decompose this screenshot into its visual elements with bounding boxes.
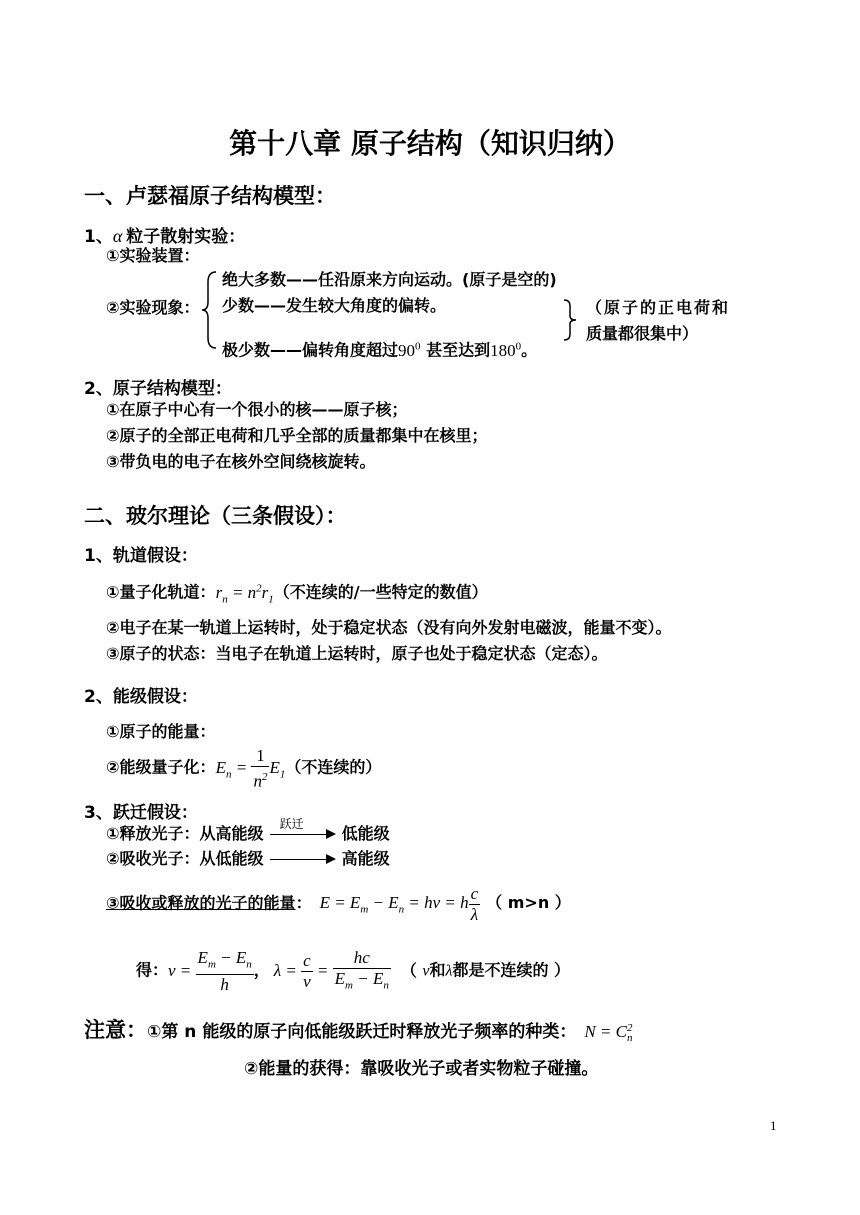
photon-energy-colon: ： (295, 893, 312, 913)
notes-label: 注意： (84, 1018, 147, 1042)
energy-heading: 2、能级假设： (84, 687, 198, 707)
derived-note-pre: （ (400, 960, 423, 980)
absorb-target: 高能级 (341, 849, 390, 868)
derived-note-post: 都是不连续的 ） (452, 960, 571, 980)
experiment-device: ①实验装置： (106, 246, 200, 265)
deg-90: 90 (398, 340, 416, 360)
note-1-line (84, 1014, 633, 1044)
model-item-1: ①在原子中心有一个很小的核——原子核； (106, 400, 408, 419)
emit-target: 低能级 (341, 824, 390, 843)
energy-item-2 (106, 746, 381, 792)
absorb-line (106, 849, 390, 869)
deg-90-sup: 0 (415, 340, 421, 352)
model-item-3: ③带负电的电子在核外空间绕核旋转。 (106, 452, 376, 471)
phenomenon-majority: 绝大多数——任沿原来方向运动。(原子是空的) (222, 270, 557, 289)
phenomenon-rare-end: 。 (521, 340, 538, 360)
page-title: 第十八章 原子结构（知识归纳） (229, 127, 631, 160)
photon-energy-label: ③吸收或释放的光子的能量 (106, 893, 296, 913)
page-number: 1 (770, 1118, 777, 1133)
energy-item-2-label: ②能级量子化： (106, 757, 216, 777)
transition-heading: 3、跃迁假设： (84, 803, 198, 823)
orbit-item-2: ②电子在某一轨道上运转时，处于稳定状态（没有向外发射电磁波，能量不变）。 (106, 618, 672, 637)
left-brace (200, 270, 220, 350)
photon-energy-condition: （ m>n ） (486, 893, 571, 913)
s1-p2-heading: 2、原子结构模型： (84, 379, 232, 399)
phenomenon-rare (222, 336, 537, 361)
emit-line (106, 816, 390, 844)
derived-note-mid: 和 (429, 960, 446, 980)
alpha-symbol: α (112, 226, 123, 246)
s1-p1-num: 1、 (84, 227, 113, 247)
derived-line (136, 948, 570, 995)
section-2-heading: 二、玻尔理论（三条假设）： (84, 504, 347, 528)
orbit-item-1-label: ①量子化轨道： (106, 582, 216, 602)
photon-energy-formula: $E = E_m - E_n = h\nu = h$ $\frac{c}{\lambda}$ (319, 884, 479, 924)
energy-formula: $E_n$ = $\frac{1}{n^2}$ $E_1$ (215, 746, 286, 791)
energy-frac-num: 1 (251, 746, 269, 767)
orbit-item-1 (106, 578, 488, 609)
note-line-2: 质量都很集中） (586, 324, 699, 343)
deg-180: 180 (490, 340, 516, 360)
absorb-label: ②吸收光子：从低能级 (106, 849, 264, 868)
note-1: ①第 n 能级的原子向低能级跃迁时释放光子频率的种类： (147, 1022, 577, 1042)
photon-energy-line (106, 884, 571, 925)
deg-180-sup: 0 (515, 340, 522, 352)
combination-formula: N = C 2 n (584, 1022, 633, 1045)
orbit-formula: $r_n = n^2r_1$ (215, 582, 274, 606)
right-brace (562, 298, 578, 342)
orbit-item-3: ③原子的状态：当电子在轨道上运转时，原子也处于稳定状态（定态）。 (106, 644, 608, 663)
orbit-heading: 1、轨道假设： (84, 546, 198, 566)
derived-label: 得： (136, 960, 169, 980)
emit-label: ①释放光子：从高能级 (106, 824, 264, 843)
nu-symbol: ν (422, 962, 430, 980)
s1-p1-label: 粒子散射实验： (126, 227, 246, 247)
phenomenon-minority: 少数——发生较大角度的偏转。 (222, 296, 447, 315)
s1-p1-heading (84, 222, 245, 247)
orbit-item-1-note: （不连续的/一些特定的数值） (273, 582, 488, 602)
emit-arrow (270, 816, 336, 842)
phenomenon-rare-mid: 甚至达到 (420, 340, 491, 360)
energy-item-2-note: （不连续的） (285, 757, 382, 777)
energy-item-1: ①原子的能量： (106, 722, 216, 741)
section-1-heading: 一、卢瑟福原子结构模型： (84, 184, 336, 208)
model-item-2: ②原子的全部正电荷和几乎全部的质量都集中在核里； (106, 426, 488, 445)
wavelength-formula: λ = $\frac{c}{\nu}$ = $\frac{hc}{E_m - E_n}$ (273, 948, 389, 992)
freq-formula: ν = $\frac{E_m - E_n}{h}$ (168, 948, 252, 995)
derived-comma: ， (253, 960, 270, 980)
lambda-symbol: λ (445, 962, 453, 980)
note-line-1: （原子的正电荷和 (586, 298, 731, 317)
note-2: ②能量的获得：靠吸收光子或者实物粒子碰撞。 (244, 1059, 599, 1079)
arrow-label: 跃迁 (279, 816, 304, 831)
phenomenon-rare-text: 极少数——偏转角度超过 (222, 340, 399, 360)
experiment-phenomena-label: ②实验现象： (106, 298, 200, 317)
absorb-arrow (270, 853, 336, 867)
